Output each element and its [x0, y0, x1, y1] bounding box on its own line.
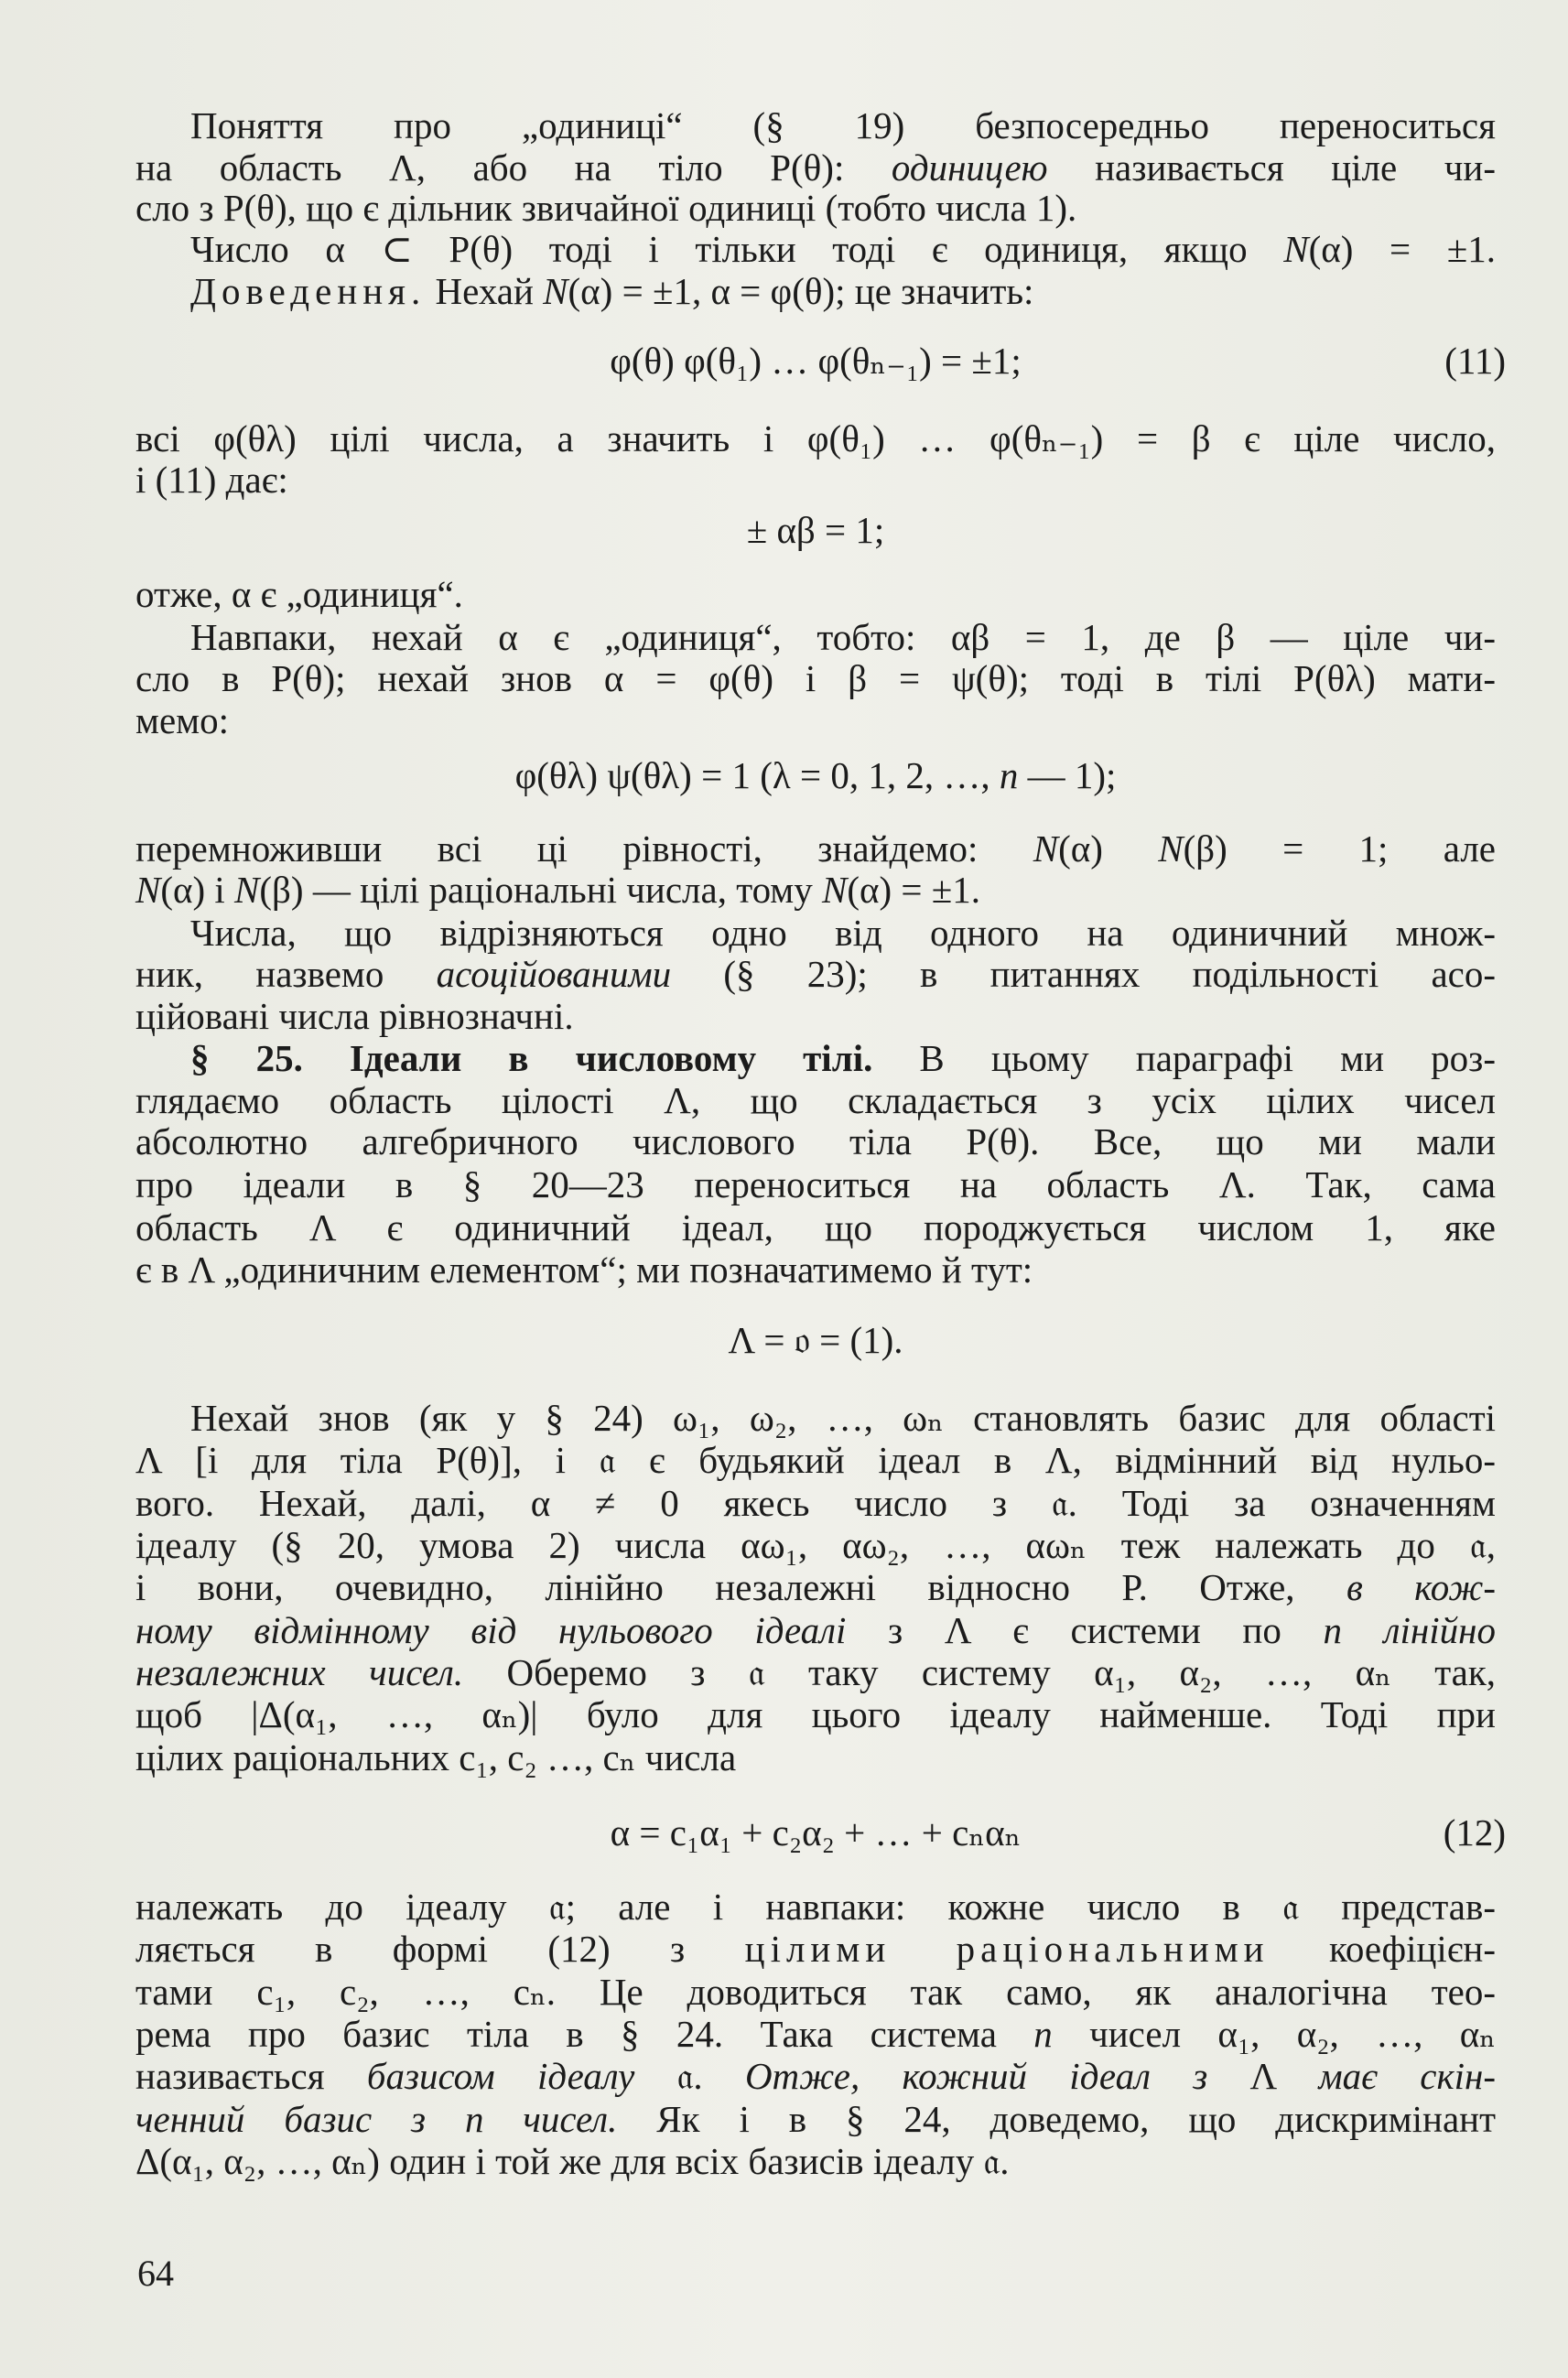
text-segment: всі φ(θλ) цілі числа, а значить і φ(θ₁) … φ(θₙ₋₁) = β є ціле число,	[135, 417, 1496, 459]
text-segment: мемо:	[135, 699, 229, 741]
italic-text: N	[135, 869, 161, 911]
italic-text: в кож-	[1346, 1566, 1496, 1608]
text-segment: (α) = ±1, α = φ(θ); це значить:	[568, 270, 1034, 312]
equation-number: (12)	[1443, 1811, 1506, 1854]
text-segment: Число α ⊂ P(θ) тоді і тільки тоді є одиниця, якщо	[190, 228, 1284, 270]
text-line	[135, 952, 1496, 996]
text-segment: φ(θλ) ψ(θλ) = 1 (λ = 0, 1, 2, …,	[514, 754, 1000, 796]
text-segment: є в Λ „одиничним елементом“; ми позначатимемо й тут:	[135, 1248, 1033, 1291]
text-line	[135, 1811, 1496, 1854]
text-line	[135, 1565, 1496, 1609]
text-line	[135, 2012, 1496, 2056]
text-segment: Поняття про „одиниці“ (§ 19) безпосередньо переноситься	[190, 104, 1496, 146]
equation-number: (11)	[1444, 340, 1506, 382]
text-segment: ційовані числа рівнозначні.	[135, 995, 574, 1037]
section-heading: § 25. Ідеали в числовому тілі.	[190, 1037, 873, 1079]
text-segment: перемноживши всі ці рівності, знайдемо:	[135, 827, 1033, 870]
text-line	[135, 827, 1496, 870]
text-line	[135, 1927, 1496, 1971]
text-line	[135, 508, 1496, 552]
text-line	[135, 1608, 1496, 1652]
text-line	[135, 146, 1496, 189]
text-segment: 𝔞.	[634, 2055, 745, 2097]
text-segment: Λ [і для тіла P(θ)], і 𝔞 є будьякий ідеал в Λ, відмінний від нульо-	[135, 1439, 1496, 1481]
page-number: 64	[137, 2253, 174, 2294]
text-line	[135, 994, 1496, 1038]
text-line	[135, 572, 1496, 616]
text-segment: (α)	[1058, 827, 1159, 870]
italic-text: N	[1033, 827, 1059, 870]
text-segment: (§ 23); в питаннях подільності асо-	[671, 953, 1496, 995]
text-segment: Нехай знов (як у § 24) ω₁, ω₂, …, ωₙ становлять базис для області	[190, 1397, 1496, 1439]
text-segment: (α) = ±1.	[847, 869, 981, 911]
text-line	[135, 868, 1496, 912]
text-line	[135, 656, 1496, 700]
text-line	[135, 753, 1496, 797]
text-segment: про ідеали в § 20—23 переноситься на область Λ. Так, сама	[135, 1163, 1496, 1205]
text-line	[135, 1735, 1496, 1779]
text-segment: і вони, очевидно, лінійно незалежні відносно P. Отже,	[135, 1566, 1346, 1608]
italic-text: n	[1033, 2013, 1053, 2055]
text-segment: на область Λ, або на тіло P(θ):	[135, 146, 892, 189]
spaced-emphasis: Доведення.	[190, 270, 427, 312]
text-line	[135, 1438, 1496, 1482]
text-segment: ідеалу (§ 20, умова 2) числа αω₁, αω₂, …, αωₙ теж належать до 𝔞,	[135, 1524, 1496, 1566]
text-segment: В цьому параграфі ми роз-	[872, 1037, 1496, 1079]
text-line	[135, 2054, 1496, 2098]
text-segment: Λ	[1207, 2055, 1319, 2097]
text-segment: Нехай	[426, 270, 544, 312]
text-line	[135, 2139, 1496, 2183]
text-line	[135, 1162, 1496, 1206]
text-line	[135, 1692, 1496, 1736]
text-line	[135, 2097, 1496, 2141]
text-segment: Оберемо з 𝔞 таку систему α₁, α₂, …, αₙ так,	[463, 1651, 1496, 1693]
text-segment: з Λ є системи по	[846, 1609, 1324, 1651]
text-segment: Як і в § 24, доведемо, що дискримінант	[617, 2098, 1496, 2140]
text-segment: ляється в формі (12) з	[135, 1928, 745, 1970]
italic-text: N	[234, 869, 260, 911]
text-segment: Навпаки, нехай α є „одиниця“, тобто: αβ = 1, де β — ціле чи-	[190, 616, 1496, 658]
italic-text: ному відмінному від нульового ідеалі	[135, 1609, 847, 1651]
italic-text: N	[1283, 228, 1309, 270]
text-line	[135, 1248, 1496, 1292]
text-segment: рема про базис тіла в § 24. Така система	[135, 2013, 1034, 2055]
text-line	[135, 1523, 1496, 1567]
text-segment: сло в P(θ); нехай знов α = φ(θ) і β = ψ(θ); тоді в тілі P(θλ) мати-	[135, 657, 1496, 699]
text-segment: абсолютно алгебричного числового тіла P(θ). Все, що ми мали	[135, 1120, 1496, 1162]
text-line	[190, 227, 1496, 271]
text-line	[135, 339, 1496, 383]
italic-text: N	[822, 869, 848, 911]
text-segment: сло з P(θ), що є дільник звичайної одиниці (тобто числа 1).	[135, 187, 1077, 229]
text-segment: чисел α₁, α₂, …, αₙ	[1052, 2013, 1496, 2055]
text-line	[135, 1970, 1496, 2014]
text-segment: — 1);	[1018, 754, 1117, 796]
text-segment: належать до ідеалу 𝔞; але і навпаки: кожне число в 𝔞 представ-	[135, 1886, 1496, 1928]
text-line	[190, 1396, 1496, 1440]
text-line	[135, 1078, 1496, 1122]
text-line	[135, 1205, 1496, 1249]
text-segment: називається ціле чи-	[1047, 146, 1496, 189]
text-segment: ник, назвемо	[135, 953, 437, 995]
italic-text: ченний базис з n чисел.	[135, 2098, 618, 2140]
text-segment: (β) = 1; але	[1183, 827, 1496, 870]
text-line	[135, 1318, 1496, 1362]
text-segment: щоб |Δ(α₁, …, αₙ)| було для цього ідеалу найменше. Тоді при	[135, 1693, 1496, 1735]
italic-text: N	[543, 270, 568, 312]
italic-text: n лінійно	[1323, 1609, 1496, 1651]
italic-text: асоційованими	[436, 953, 672, 995]
text-segment: область Λ є одиничний ідеал, що породжується числом 1, яке	[135, 1206, 1496, 1248]
text-segment: Λ = 𝔬 = (1).	[728, 1319, 903, 1361]
italic-text: незалежних чисел.	[135, 1651, 464, 1693]
spaced-emphasis: цілими раціональними	[744, 1928, 1270, 1970]
italic-text: одиницею	[891, 146, 1048, 189]
text-segment: тами c₁, c₂, …, cₙ. Це доводиться так само, як аналогічна тео-	[135, 1971, 1496, 2013]
text-line	[135, 1885, 1496, 1929]
text-line	[135, 1650, 1496, 1694]
text-line	[190, 615, 1496, 659]
italic-text: базисом ідеалу	[366, 2055, 635, 2097]
text-segment: отже, α є „одиниця“.	[135, 573, 463, 615]
text-line	[135, 1119, 1496, 1163]
text-segment: ± αβ = 1;	[746, 509, 885, 551]
text-segment: (α) і	[160, 869, 235, 911]
text-segment: глядаємо область цілості Λ, що складається з усіх цілих чисел	[135, 1079, 1496, 1121]
text-line	[135, 1481, 1496, 1525]
text-segment: α = c₁α₁ + c₂α₂ + … + cₙαₙ	[610, 1811, 1022, 1854]
text-segment: називається	[135, 2055, 367, 2097]
text-segment: і (11) дає:	[135, 459, 288, 501]
text-line	[190, 911, 1496, 955]
text-segment: φ(θ) φ(θ₁) … φ(θₙ₋₁) = ±1;	[610, 340, 1022, 382]
text-line	[190, 1036, 1496, 1080]
text-segment: Числа, що відрізняються одно від одного на одиничний множ-	[190, 912, 1496, 954]
text-line	[135, 186, 1496, 230]
text-line	[135, 698, 1496, 742]
italic-text: Отже, кожний ідеал з	[744, 2055, 1208, 2097]
text-line	[190, 269, 1496, 313]
text-segment: (β) — цілі раціональні числа, тому	[259, 869, 822, 911]
italic-text: має скін-	[1318, 2055, 1497, 2097]
text-segment: (α) = ±1.	[1308, 228, 1496, 270]
text-segment: Δ(α₁, α₂, …, αₙ) один і той же для всіх базисів ідеалу 𝔞.	[135, 2140, 1010, 2182]
text-segment: коефіцієн-	[1269, 1928, 1497, 1970]
italic-text: N	[1158, 827, 1184, 870]
italic-text: n	[999, 754, 1019, 796]
text-segment: цілих раціональних c₁, c₂ …, cₙ числа	[135, 1736, 737, 1778]
text-line	[135, 416, 1496, 460]
text-line	[135, 458, 1496, 502]
text-line	[190, 103, 1496, 147]
text-segment: вого. Нехай, далі, α ≠ 0 якесь число з 𝔞. Тоді за означенням	[135, 1482, 1496, 1524]
